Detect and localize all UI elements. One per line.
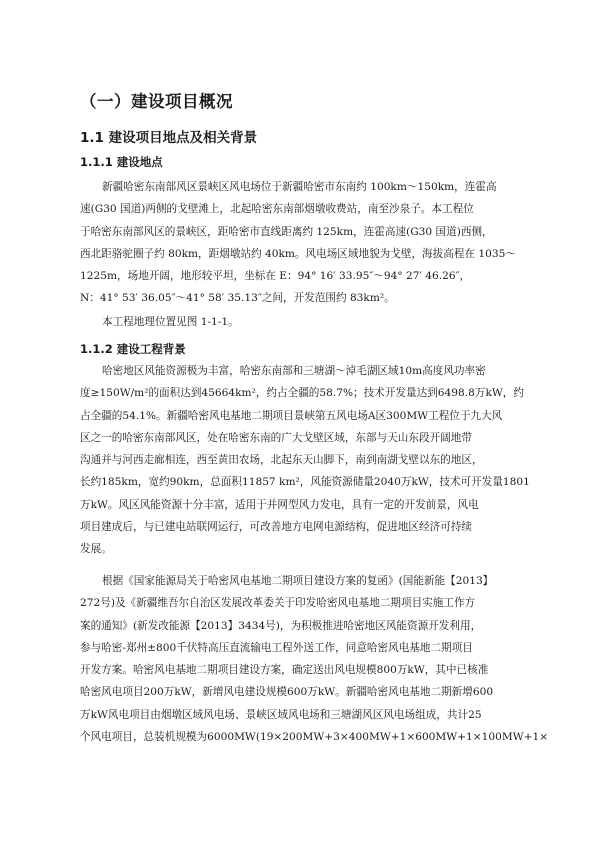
paragraph-background: [80, 360, 530, 561]
paragraph-line: 新疆哈密东南部风区景峡区风电场位于新疆哈密市东南约 100km～150km，连霍高: [102, 181, 497, 193]
subsection-heading-1-1-2: 1.1.2 建设工程背景: [80, 342, 186, 356]
subsection-heading-1-1-1: 1.1.1 建设地点: [80, 155, 163, 169]
paragraph-line: 本工程地理位置见图 1-1-1。: [102, 316, 239, 328]
paragraph-line: 万kW。风区风能资源十分丰富，适用于并网型风力发电，具有一定的开发前景，风电: [80, 498, 479, 511]
chapter-heading: （一）建设项目概况: [80, 92, 233, 111]
paragraph-line: 万kW风电项目由烟墩区域风电场、景峡区域风电场和三塘湖风区风电场组成，共计25: [80, 708, 482, 721]
paragraph-line: 长约185km，宽约90km，总面积11857 km²，风能资源储量2040万kW，技术可开发量1801: [80, 476, 530, 489]
paragraph-line: 根据《国家能源局关于哈密风电基地二期项目建设方案的复函》(国能新能【2013】: [102, 575, 494, 587]
paragraph-location: [80, 176, 520, 310]
paragraph-line: 案的通知》(新发改能源【2013】3434号)，为积极推进哈密地区风能资源开发利用，: [80, 619, 482, 632]
paragraph-line: 哈密风电项目200万kW，新增风电建设规模600万kW。新疆哈密风电基地二期新增600: [80, 686, 494, 699]
paragraph-line: N：41° 53′ 36.05″～41° 58′ 35.13″之间，开发范围约 83km²。: [80, 292, 395, 305]
paragraph-basis: [80, 570, 549, 748]
section-heading-1-1: 1.1 建设项目地点及相关背景: [80, 130, 258, 146]
paragraph-line: 1225m，场地开阔，地形较平坦，坐标在 E：94° 16′ 33.95″～94° 27′ 46.26″，: [80, 270, 471, 283]
paragraph-line: 哈密地区风能资源极为丰富，哈密东南部和三塘湖～淖毛湖区域10m高度风功率密: [102, 365, 486, 377]
paragraph-line: 参与哈密-郑州±800千伏特高压直流输电工程外送工作，同意哈密风电基地二期项目: [80, 641, 473, 654]
paragraph-line: 发展。: [80, 543, 112, 556]
paragraph-line: 度≥150W/m²的面积达到45664km²，约占全疆的58.7%；技术开发量达到6498.8万kW，约: [80, 387, 524, 400]
paragraph-line: 开发方案。哈密风电基地二期项目建设方案，确定送出风电规模800万kW，其中已核准: [80, 664, 489, 677]
paragraph-line: 沟通并与河西走廊相连，西至黄田农场，北起东天山脚下，南到南湖戈壁以东的地区，: [80, 454, 483, 467]
paragraph-line: 区之一的哈密东南部风区，处在哈密东南的广大戈壁区域，东部与天山东段开阔地带: [80, 431, 472, 444]
paragraph-line: 个风电项目，总装机规模为6000MW(19×200MW+3×400MW+1×600MW+1×100MW+1×: [80, 731, 549, 744]
paragraph-line: 项目建成后，与已建电站联网运行，可改善地方电网电源结构，促进地区经济可持续: [80, 521, 472, 534]
paragraph-line: 272号)及《新疆维吾尔自治区发展改革委关于印发哈密风电基地二期项目实施工作方: [80, 597, 476, 610]
paragraph-line: 于哈密东南部风区的景峡区，距哈密市直线距离约 125km，连霍高速(G30 国道)西侧，: [80, 225, 493, 238]
paragraph-map-reference: [80, 311, 520, 333]
paragraph-line: 西北距骆驼圈子约 80km，距烟墩站约 40km。风电场区域地貌为戈壁，海拔高程在 1035～: [80, 247, 516, 260]
paragraph-line: 占全疆的54.1%。新疆哈密风电基地二期项目景峡第五风电场A区300MW工程位于九大风: [80, 409, 503, 422]
paragraph-line: 速(G30 国道)两侧的戈壁滩上，北起哈密东南部烟墩收费站，南至沙泉子。本工程位: [80, 203, 474, 216]
